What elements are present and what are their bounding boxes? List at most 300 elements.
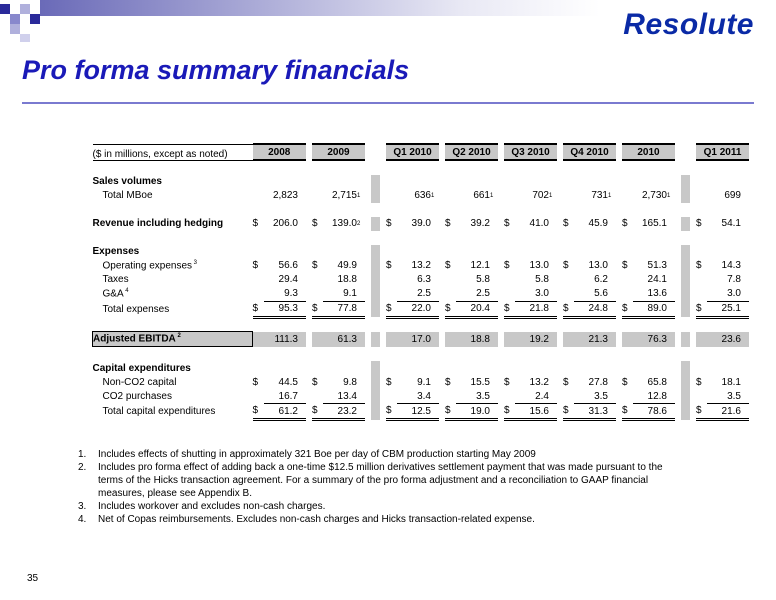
value-cell: 89.0: [633, 301, 667, 317]
footnote-marker: [741, 217, 749, 231]
currency-symbol: $: [504, 404, 515, 420]
value-cell: 21.6: [707, 404, 741, 420]
value-cell: 13.0: [529, 260, 549, 271]
footnote-marker: [741, 332, 749, 347]
row-label: G&A $^4$: [102, 288, 129, 300]
value-cell: 13.4: [323, 389, 357, 404]
currency-symbol: $: [696, 218, 702, 229]
divider-bar: [681, 375, 690, 389]
value-cell: [574, 245, 608, 259]
currency-symbol: [386, 245, 397, 259]
page-title: Pro forma summary financials: [22, 55, 410, 85]
value-cell: 3.0: [707, 287, 741, 302]
footnote-marker: [741, 259, 749, 273]
table-row: [93, 375, 750, 389]
footnote-marker: 4: [123, 288, 129, 295]
footnote-item: [78, 448, 678, 461]
value-cell: 3.4: [397, 389, 431, 404]
row-label: Revenue including hedging: [92, 218, 224, 229]
value-cell: [456, 361, 490, 375]
footnote-item: [78, 500, 678, 513]
footnote-marker: [667, 389, 675, 404]
currency-symbol: $: [312, 376, 318, 388]
value-cell: 23.6: [707, 332, 741, 347]
value-cell: 12.5: [397, 404, 431, 420]
column-header: 2009: [312, 144, 365, 160]
footnote-marker: [741, 375, 749, 389]
currency-symbol: [563, 389, 574, 404]
footnote-marker: 1: [667, 192, 671, 199]
value-cell: 22.0: [397, 301, 431, 317]
footnote-marker: [490, 287, 498, 302]
footnote-marker: [298, 389, 306, 404]
divider-bar: [681, 189, 690, 203]
value-cell: 45.9: [588, 218, 608, 229]
currency-symbol: [312, 389, 323, 404]
footnote-marker: [741, 175, 749, 189]
currency-symbol: [622, 189, 633, 203]
divider-bar: [371, 217, 380, 231]
footnote-marker: [549, 389, 557, 404]
divider-bar: [681, 259, 690, 273]
currency-symbol: [253, 245, 265, 259]
currency-symbol: [445, 273, 456, 287]
value-cell: 12.1: [470, 260, 490, 271]
currency-symbol: [445, 361, 456, 375]
divider-bar: [681, 144, 690, 160]
divider-bar: [371, 273, 380, 287]
table-row: [93, 259, 750, 273]
value-cell: 12.8: [633, 389, 667, 404]
footnote-marker: [667, 361, 675, 375]
footnote-marker: [431, 375, 439, 389]
value-cell: 25.1: [707, 301, 741, 317]
currency-symbol: $: [252, 260, 259, 271]
value-cell: 9.1: [323, 287, 357, 302]
currency-symbol: $: [696, 376, 702, 388]
divider-bar: [681, 273, 690, 287]
footnote-marker: [667, 404, 675, 420]
divider-bar: [371, 404, 380, 420]
divider-bar: [681, 301, 690, 317]
footnote-marker: [357, 404, 365, 420]
spacer: [93, 347, 253, 362]
value-cell: 2.5: [397, 287, 431, 302]
value-cell: 24.8: [574, 301, 608, 317]
currency-symbol: [312, 273, 323, 287]
value-cell: 18.8: [337, 274, 357, 285]
value-cell: 20.4: [456, 301, 490, 317]
currency-symbol: [504, 361, 515, 375]
currency-symbol: [696, 245, 707, 259]
currency-symbol: $: [563, 260, 569, 271]
currency-symbol: $: [445, 260, 451, 271]
footnote-marker: [431, 273, 439, 287]
footnote-marker: [357, 273, 365, 287]
footnote-marker: [741, 287, 749, 302]
value-cell: [397, 361, 431, 375]
currency-symbol: [253, 287, 265, 302]
row-label: Capital expenditures: [92, 362, 191, 374]
currency-symbol: [622, 287, 633, 302]
divider-bar: [371, 361, 380, 375]
currency-symbol: $: [253, 404, 265, 420]
value-cell: 78.6: [633, 404, 667, 420]
footnote-marker: [549, 332, 557, 347]
footnote-marker: [741, 245, 749, 259]
currency-symbol: [696, 332, 707, 347]
value-cell: 2.4: [515, 389, 549, 404]
currency-symbol: [622, 273, 633, 287]
divider-bar: [371, 259, 380, 273]
column-header: Q4 2010: [563, 144, 616, 160]
footnote-marker: [741, 404, 749, 420]
currency-symbol: $: [563, 376, 569, 388]
value-cell: 17.0: [397, 332, 431, 347]
value-cell: 44.5: [278, 376, 298, 388]
footnote-marker: [490, 389, 498, 404]
footnote-text: Includes pro forma effect of adding back a one-time $12.5 million derivatives settlement payment that was made pursuant to the terms of the Hicks transaction agreement. For a summary of the pro forma adjustment and a reconciliation to GAAP financial measures, please see Appendix B.: [98, 462, 663, 499]
currency-symbol: [386, 273, 397, 287]
footnote-marker: [490, 375, 498, 389]
value-cell: 39.0: [411, 218, 431, 229]
divider-bar: [371, 175, 380, 189]
footnote-marker: [608, 273, 616, 287]
footnote-marker: [667, 375, 675, 389]
currency-symbol: [312, 175, 323, 189]
currency-symbol: [312, 361, 323, 375]
footnote-marker: 2: [175, 333, 181, 340]
value-cell: 6.3: [417, 274, 431, 285]
footnote-marker: [608, 217, 616, 231]
table-row: [93, 175, 750, 189]
spacer: [93, 160, 253, 175]
value-cell: [515, 361, 549, 375]
value-cell: 5.8: [535, 274, 549, 285]
footnote-marker: [667, 332, 675, 347]
footnote-marker: [608, 245, 616, 259]
footnote-marker: 1: [549, 192, 553, 199]
footnote-marker: [667, 175, 675, 189]
divider-bar: [681, 404, 690, 420]
currency-symbol: $: [696, 301, 707, 317]
currency-symbol: [253, 189, 265, 203]
footnotes: [78, 448, 678, 526]
value-cell: 15.5: [470, 376, 490, 388]
value-cell: 9.3: [264, 287, 298, 302]
header-row: [93, 144, 750, 160]
value-cell: 19.2: [515, 332, 549, 347]
value-cell: 3.5: [456, 389, 490, 404]
footnote-marker: [298, 217, 306, 231]
currency-symbol: [696, 175, 707, 189]
footnote-marker: [298, 259, 306, 273]
footnote-marker: [490, 332, 498, 347]
footnote-marker: [431, 389, 439, 404]
value-cell: 165.1: [641, 218, 667, 229]
currency-symbol: $: [386, 301, 397, 317]
currency-symbol: [253, 332, 265, 347]
footnote-marker: [549, 259, 557, 273]
divider-bar: [681, 245, 690, 259]
currency-symbol: [386, 361, 397, 375]
value-cell: [515, 245, 549, 259]
footnote-marker: [549, 217, 557, 231]
value-cell: 5.6: [574, 287, 608, 302]
currency-symbol: $: [622, 376, 628, 388]
value-cell: 76.3: [633, 332, 667, 347]
value-cell: 13.2: [529, 376, 549, 388]
footnote-marker: 2: [357, 220, 361, 227]
spacer: [93, 231, 253, 245]
footnote-marker: [608, 361, 616, 375]
currency-symbol: [622, 361, 633, 375]
footnote-marker: 1: [608, 192, 612, 199]
value-cell: 61.2: [264, 404, 298, 420]
value-cell: 3.5: [707, 389, 741, 404]
currency-symbol: $: [696, 260, 702, 271]
currency-symbol: [312, 287, 323, 302]
footnote-marker: [667, 245, 675, 259]
footnote-number: 2.: [78, 462, 87, 473]
footnote-marker: [357, 389, 365, 404]
row-label: Total expenses: [102, 303, 170, 315]
currency-symbol: $: [445, 376, 451, 388]
spacer-row: [93, 160, 750, 175]
currency-symbol: [445, 175, 456, 189]
currency-symbol: [445, 332, 456, 347]
footnote-marker: [608, 375, 616, 389]
value-cell: 56.6: [278, 260, 298, 271]
footnote-number: 3.: [78, 501, 87, 512]
footnote-marker: [357, 175, 365, 189]
currency-symbol: [445, 287, 456, 302]
currency-symbol: [563, 189, 574, 203]
currency-symbol: $: [445, 404, 456, 420]
currency-symbol: $: [504, 260, 510, 271]
footnote-marker: [357, 287, 365, 302]
value-cell: 21.3: [574, 332, 608, 347]
currency-symbol: [622, 332, 633, 347]
units-caption: ($ in millions, except as noted): [93, 144, 253, 160]
value-cell: [633, 245, 667, 259]
value-cell: 51.3: [647, 260, 667, 271]
spacer-row: [93, 347, 750, 362]
currency-symbol: [563, 287, 574, 302]
currency-symbol: [563, 273, 574, 287]
value-cell: 206.0: [272, 218, 298, 229]
currency-symbol: $: [312, 218, 318, 229]
value-cell: 699: [724, 190, 741, 201]
currency-symbol: $: [445, 218, 451, 229]
value-cell: 13.2: [411, 260, 431, 271]
footnote-item: [78, 461, 678, 500]
footnote-marker: [357, 375, 365, 389]
value-cell: 3.5: [574, 389, 608, 404]
divider-bar: [681, 217, 690, 231]
value-cell: 3.0: [515, 287, 549, 302]
divider-bar: [371, 245, 380, 259]
footnote-marker: [667, 301, 675, 317]
value-cell: 111.3: [264, 332, 298, 347]
currency-symbol: [253, 361, 265, 375]
value-cell: 21.8: [515, 301, 549, 317]
currency-symbol: $: [563, 301, 574, 317]
value-cell: [456, 175, 490, 189]
currency-symbol: [253, 175, 265, 189]
currency-symbol: $: [622, 218, 628, 229]
footnote-marker: [667, 273, 675, 287]
financials-table: [92, 143, 749, 421]
row-label: Expenses: [92, 246, 140, 257]
value-cell: 19.0: [456, 404, 490, 420]
divider-bar: [681, 332, 690, 347]
currency-symbol: $: [312, 260, 318, 271]
value-cell: 49.9: [337, 260, 357, 271]
footnote-marker: [298, 175, 306, 189]
footnote-marker: [298, 375, 306, 389]
currency-symbol: $: [312, 404, 323, 420]
footnote-marker: [549, 404, 557, 420]
table-row: [93, 389, 750, 404]
footnote-text: Net of Copas reimbursements. Excludes non-cash charges and Hicks transaction-related expense.: [98, 514, 535, 525]
currency-symbol: [312, 189, 323, 203]
currency-symbol: [445, 245, 456, 259]
footnote-marker: [298, 189, 306, 203]
table-row: [93, 287, 750, 302]
footnote-marker: [549, 287, 557, 302]
value-cell: 2,715: [331, 190, 357, 201]
currency-symbol: [563, 332, 574, 347]
value-cell: 661: [473, 190, 490, 201]
value-cell: [264, 245, 298, 259]
footnote-marker: [549, 375, 557, 389]
value-cell: 2.5: [456, 287, 490, 302]
value-cell: [456, 245, 490, 259]
currency-symbol: [386, 287, 397, 302]
footnote-marker: [741, 361, 749, 375]
table-row: [93, 273, 750, 287]
footnote-marker: [549, 245, 557, 259]
footnote-marker: [298, 332, 306, 347]
footnote-number: 4.: [78, 514, 87, 525]
footnote-marker: [298, 361, 306, 375]
divider-bar: [681, 389, 690, 404]
currency-symbol: $: [504, 218, 510, 229]
footnote-marker: 1: [490, 192, 494, 199]
currency-symbol: [622, 389, 633, 404]
currency-symbol: [312, 245, 323, 259]
value-cell: 54.1: [721, 218, 741, 229]
footnote-marker: [549, 301, 557, 317]
currency-symbol: [504, 332, 515, 347]
currency-symbol: [696, 361, 707, 375]
title-divider: [22, 102, 754, 104]
footnote-marker: [667, 287, 675, 302]
footnote-marker: [608, 404, 616, 420]
footnote-marker: [608, 389, 616, 404]
currency-symbol: [386, 189, 397, 203]
footnote-marker: [490, 301, 498, 317]
currency-symbol: $: [622, 260, 628, 271]
value-cell: 13.6: [633, 287, 667, 302]
footnote-marker: [490, 259, 498, 273]
value-cell: [707, 361, 741, 375]
row-label: Total MBoe: [102, 190, 153, 201]
table-row: [93, 245, 750, 259]
value-cell: 39.2: [470, 218, 490, 229]
divider-bar: [371, 389, 380, 404]
column-header: 2008: [253, 144, 307, 160]
value-cell: 61.3: [323, 332, 357, 347]
value-cell: [397, 175, 431, 189]
currency-symbol: [696, 389, 707, 404]
footnote-marker: [431, 259, 439, 273]
currency-symbol: $: [312, 301, 323, 317]
value-cell: [264, 361, 298, 375]
footnote-marker: [357, 259, 365, 273]
footnote-text: Includes workover and excludes non-cash charges.: [98, 501, 326, 512]
table-row: [93, 404, 750, 420]
footnote-marker: [357, 361, 365, 375]
currency-symbol: [696, 273, 707, 287]
footnote-marker: [490, 361, 498, 375]
table-row: [93, 332, 750, 347]
footnote-marker: [549, 273, 557, 287]
spacer-row: [93, 231, 750, 245]
currency-symbol: [445, 389, 456, 404]
value-cell: 95.3: [264, 301, 298, 317]
currency-symbol: [563, 361, 574, 375]
currency-symbol: $: [504, 376, 510, 388]
footnote-marker: [431, 217, 439, 231]
value-cell: [515, 175, 549, 189]
value-cell: 5.8: [476, 274, 490, 285]
currency-symbol: $: [445, 301, 456, 317]
footnote-marker: [549, 361, 557, 375]
footnote-marker: [298, 273, 306, 287]
footnote-marker: [741, 389, 749, 404]
value-cell: [323, 245, 357, 259]
footnote-marker: [549, 175, 557, 189]
footnote-marker: [298, 301, 306, 317]
value-cell: 14.3: [721, 260, 741, 271]
currency-symbol: [622, 245, 633, 259]
currency-symbol: $: [252, 218, 259, 229]
footnote-marker: [490, 273, 498, 287]
footnote-marker: [431, 361, 439, 375]
row-label: Operating expenses $^3$: [102, 259, 198, 272]
currency-symbol: [253, 389, 265, 404]
divider-bar: [371, 287, 380, 302]
currency-symbol: [253, 273, 265, 287]
footnote-marker: [490, 175, 498, 189]
value-cell: 2,730: [641, 190, 667, 201]
footnote-marker: [741, 301, 749, 317]
footnote-marker: [667, 259, 675, 273]
row-label: Non-CO2 capital: [102, 376, 177, 388]
footnote-marker: [608, 175, 616, 189]
divider-bar: [371, 301, 380, 317]
spacer-row: [93, 203, 750, 217]
divider-bar: [371, 375, 380, 389]
value-cell: 31.3: [574, 404, 608, 420]
currency-symbol: [504, 175, 515, 189]
value-cell: [397, 245, 431, 259]
value-cell: 702: [532, 190, 549, 201]
currency-symbol: $: [386, 260, 392, 271]
value-cell: [264, 175, 298, 189]
